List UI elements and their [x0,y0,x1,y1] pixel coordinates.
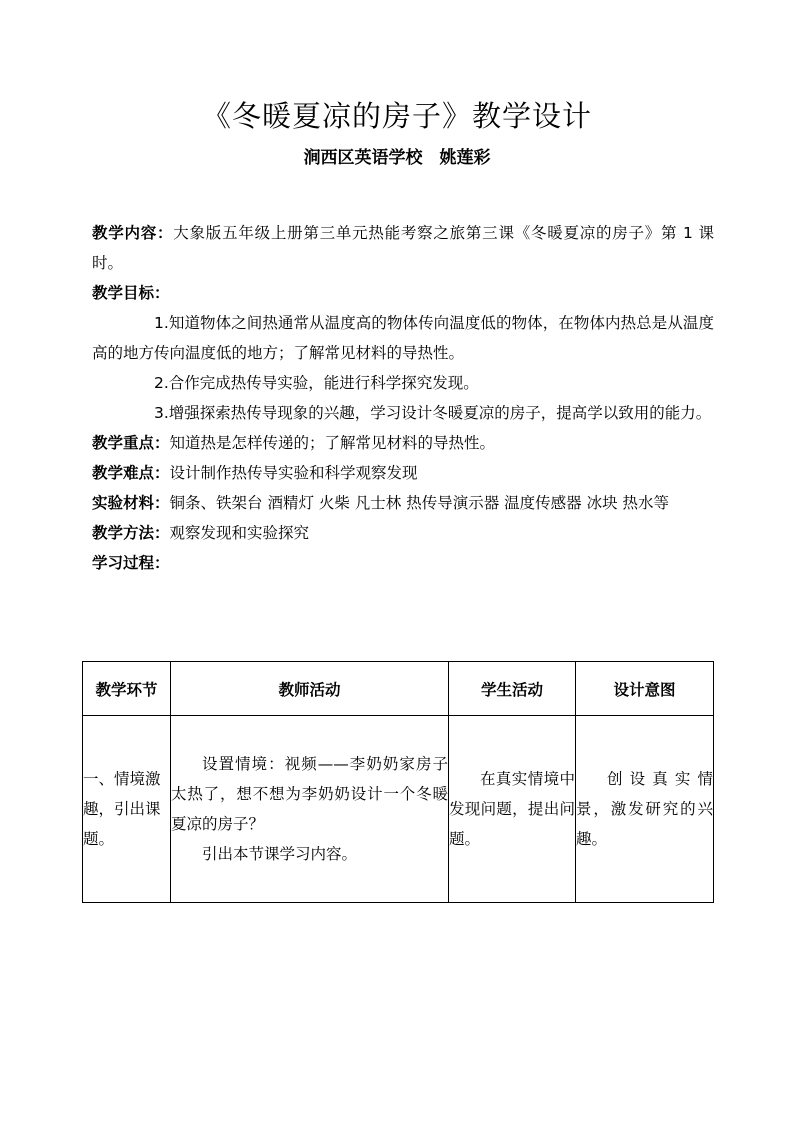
table-header-design-intent: 设计意图 [576,662,714,716]
cell-design-intent [576,716,714,903]
label-objectives: 教学目标： [92,284,170,302]
label-methods: 教学方法： [92,524,170,542]
teacher-activity-paragraph-2: 引出本节课学习内容。 [202,845,358,863]
objective-item-1: 1.知道物体之间热通常从温度高的物体传向温度低的物体，在物体内热总是从温度高的地方传向温度低的地方；了解常见材料的导热性。 [92,314,714,362]
section-key-point [92,428,714,458]
document-author-line: 涧西区英语学校 姚莲彩 [303,148,491,168]
learning-process-table [82,661,714,903]
table-header-teacher-activity: 教师活动 [171,662,449,716]
objective-item-2: 2.合作完成热传导实验，能进行科学探究发现。 [154,374,479,392]
section-objectives-label [92,278,714,308]
table-row [83,716,714,903]
student-activity-paragraph: 在真实情境中发现问题，提出问题。 [449,770,575,848]
design-intent-paragraph: 创设真实情景，激发研究的兴趣。 [576,770,713,848]
page-title: 《冬暖夏凉的房子》教学设计 [201,99,592,133]
table-header-row [83,662,714,716]
table-header-student-activity: 学生活动 [449,662,576,716]
section-teaching-content [92,218,714,278]
text-key-point: 知道热是怎样传递的；了解常见材料的导热性。 [169,434,496,452]
text-methods: 观察发现和实验探究 [169,524,310,542]
objective-item-3: 3.增强探索热传导现象的兴趣，学习设计冬暖夏凉的房子，提高学以致用的能力。 [154,404,712,422]
cell-student-activity [449,716,576,903]
label-process: 学习过程： [92,554,170,572]
table-header-stage: 教学环节 [83,662,171,716]
text-teaching-content: 大象版五年级上册第三单元热能考察之旅第三课《冬暖夏凉的房子》第 1 课时。 [92,224,714,272]
cell-stage: 一、情境激趣，引出课题。 [83,716,171,903]
text-difficulty: 设计制作热传导实验和科学观察发现 [169,464,418,482]
text-materials: 铜条、铁架台 酒精灯 火柴 凡士林 热传导演示器 温度传感器 冰块 热水等 [169,494,670,512]
section-difficulty [92,458,714,488]
cell-teacher-activity [171,716,449,903]
label-materials: 实验材料： [92,494,170,512]
teacher-activity-paragraph-1: 设置情境：视频——李奶奶家房子太热了，想不想为李奶奶设计一个冬暖夏凉的房子？ [171,755,448,833]
label-key-point: 教学重点： [92,434,170,452]
section-methods [92,518,714,548]
document-body [92,218,714,578]
label-difficulty: 教学难点： [92,464,170,482]
label-teaching-content: 教学内容： [92,224,174,242]
section-process-label [92,548,714,578]
section-materials [92,488,714,518]
